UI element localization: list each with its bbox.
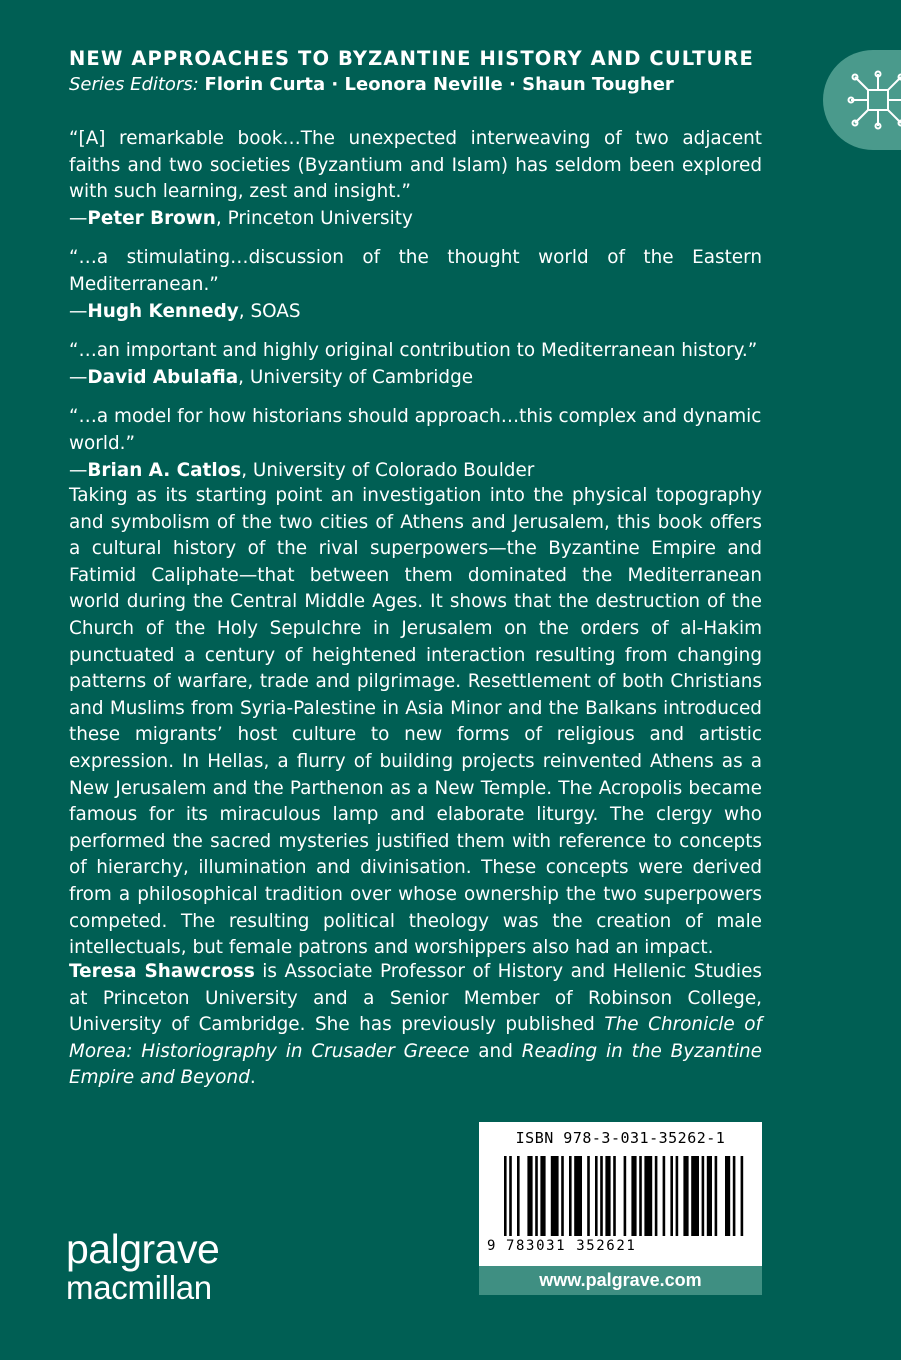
series-logo-badge: [823, 50, 901, 150]
barcode-first-digit: 9: [487, 1238, 496, 1254]
barcode-bar: [595, 1156, 598, 1236]
publisher-logo-line2: macmillan: [66, 1269, 212, 1306]
publisher-website[interactable]: www.palgrave.com: [479, 1266, 762, 1295]
quote-author: Hugh Kennedy: [87, 300, 239, 322]
author-bio: [69, 959, 762, 1092]
quote-block: [69, 338, 762, 391]
barcode-bar: [509, 1156, 512, 1236]
barcode-bar: [639, 1156, 642, 1236]
quote-block: [69, 126, 762, 232]
series-editors: [69, 74, 674, 95]
barcode-bar: [707, 1156, 712, 1236]
quote-block: [69, 245, 762, 325]
quote-affiliation: , University of Cambridge: [238, 366, 474, 388]
quote-block: [69, 404, 762, 484]
publisher-logo-line1: palgrave: [66, 1226, 220, 1272]
endorsement-quotes: [69, 126, 762, 497]
barcode-bar: [715, 1156, 718, 1236]
barcode-bar: [540, 1156, 545, 1236]
series-editors-names: Florin Curta · Leonora Neville · Shaun Tougher: [204, 74, 674, 95]
quote-attribution: [69, 206, 762, 233]
quote-attribution: [69, 365, 762, 392]
bio-text: and: [469, 1040, 522, 1062]
barcode-bar: [670, 1156, 673, 1236]
barcode-bar: [631, 1156, 636, 1236]
quote-dash: —: [69, 366, 88, 388]
book-description: Taking as its starting point an investigation into the physical topography and symbolism of the two cities of Athens and Jerusalem, this book offers a cultural history of the rival superpowers—the Byzantine Empire and Fatimid Caliphate—that between them dominated the Mediterranean world during the Central Middle Ages. It shows that the destruction of the Church of the Holy Sepulchre in Jerusalem on the orders of al-Hakim punctuated a century of heightened interaction resulting from changing patterns of warfare, trade and pilgrimage. Resettlement of both Christians and Muslims from Syria-Palestine in Asia Minor and the Balkans introduced these migrants’ host culture to new forms of religious and artistic expression. In Hellas, a flurry of building projects reinvented Athens as a New Jerusalem and the Parthenon as a New Temple. The Acropolis became famous for its miraculous lamp and elaborate liturgy. The clergy who performed the sacred mysteries justified them with reference to concepts of hierarchy, illumination and divinisation. These concepts were derived from a philosophical tradition over whose ownership the two superpowers competed. The resulting political theology was the creation of male intellectuals, but female patrons and worshippers also had an impact.: [69, 485, 762, 959]
quote-dash: —: [69, 459, 88, 481]
isbn-barcode: [479, 1122, 762, 1266]
barcode-bar: [504, 1156, 507, 1236]
quote-attribution: [69, 299, 762, 326]
barcode-digits: 783031 352621: [506, 1238, 637, 1254]
barcode-bar: [676, 1156, 679, 1236]
quote-affiliation: , Princeton University: [215, 207, 413, 229]
barcode-bar: [644, 1156, 652, 1236]
barcode-bar: [655, 1156, 658, 1236]
barcode-bar: [574, 1156, 582, 1236]
barcode-bar: [600, 1156, 603, 1236]
barcode-bar: [725, 1156, 730, 1236]
barcode-bar: [663, 1156, 666, 1236]
isbn-label: ISBN 978-3-031-35262-1: [515, 1129, 726, 1147]
barcode-bar: [517, 1156, 520, 1236]
quote-text: “…a stimulating…discussion of the thought world of the Eastern Mediterranean.”: [69, 247, 762, 295]
barcode-bar: [551, 1156, 559, 1236]
bio-book-title: Reading in the Byzantine Empire and Beyond: [69, 1040, 762, 1089]
quote-author: Brian A. Catlos: [87, 459, 242, 481]
quote-affiliation: , SOAS: [238, 300, 301, 322]
quote-attribution: [69, 458, 762, 485]
network-node-icon: [845, 70, 901, 132]
barcode-bar: [702, 1156, 705, 1236]
barcode-bar: [569, 1156, 572, 1236]
quote-text: “…an important and highly original contribution to Mediterranean history.”: [69, 340, 758, 362]
quote-author: Peter Brown: [87, 207, 216, 229]
barcode-bar: [535, 1156, 538, 1236]
quote-text: “…a model for how historians should approach…this complex and dynamic world.”: [69, 406, 762, 454]
barcode-bar: [624, 1156, 627, 1236]
barcode-bar: [613, 1156, 616, 1236]
bio-book-title: The Chronicle of Morea: Historiography in Crusader Greece: [69, 1014, 762, 1062]
series-title: NEW APPROACHES TO BYZANTINE HISTORY AND CULTURE: [69, 47, 754, 70]
publisher-logo: [66, 1228, 219, 1306]
quote-dash: —: [69, 207, 88, 229]
quote-affiliation: , University of Colorado Boulder: [241, 459, 535, 481]
barcode-bar: [587, 1156, 590, 1236]
series-editors-label: Series Editors:: [69, 74, 199, 95]
barcode-bar: [605, 1156, 610, 1236]
barcode-bar: [561, 1156, 564, 1236]
bio-text: is Associate Professor of History and Hellenic Studies at Princeton University and a Senior Member of Robinson College, University of Cambridge. She has previously published: [69, 961, 762, 1036]
quote-author: David Abulafia: [87, 366, 239, 388]
bio-author-name: Teresa Shawcross: [69, 961, 255, 982]
barcode-bar: [683, 1156, 688, 1236]
barcode-bar: [691, 1156, 699, 1236]
bio-text: .: [249, 1067, 256, 1089]
barcode-bar: [527, 1156, 532, 1236]
barcode-bar: [733, 1156, 736, 1236]
quote-dash: —: [69, 300, 88, 322]
barcode-bar: [741, 1156, 744, 1236]
quote-text: “[A] remarkable book…The unexpected interweaving of two adjacent faiths and two societies (Byzantium and Islam) has seldom been explored with such learning, zest and insight.”: [69, 128, 762, 203]
